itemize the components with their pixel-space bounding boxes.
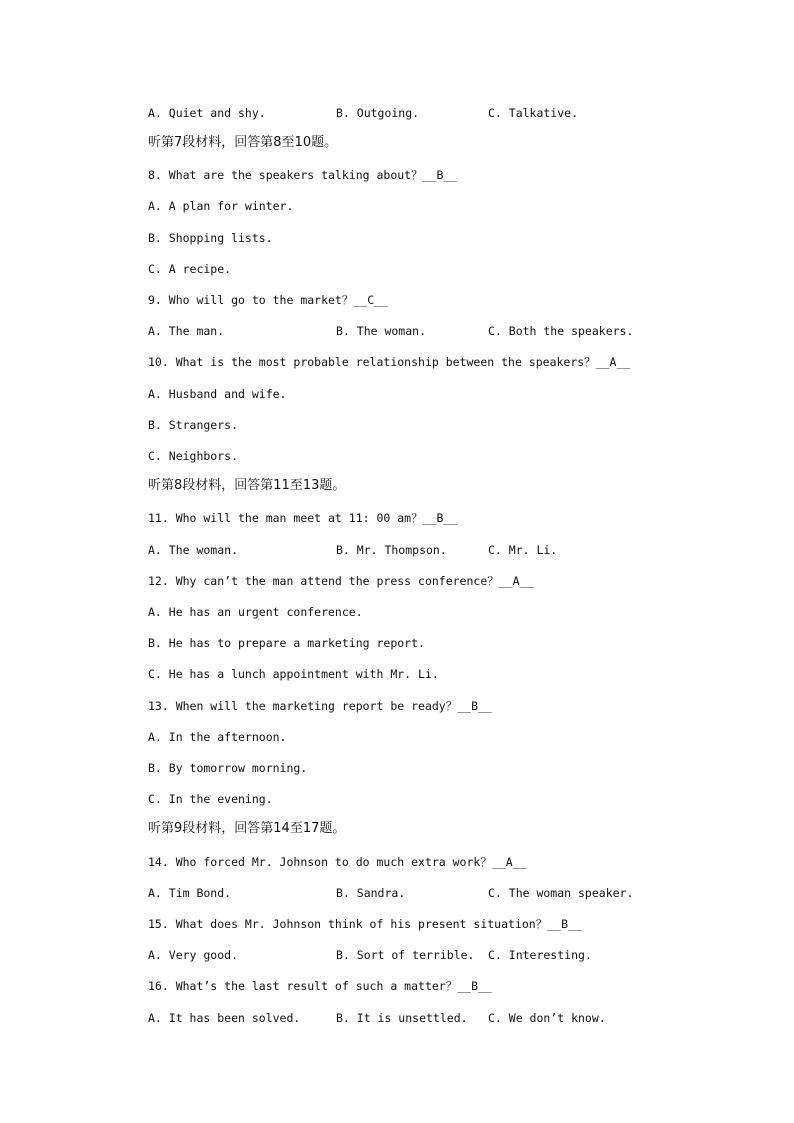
option-b: B. Sort of terrible. xyxy=(336,948,475,962)
option-c: C. Interesting. xyxy=(488,948,592,962)
option-a: A. Very good. xyxy=(148,948,239,962)
option-c: C. Neighbors. xyxy=(148,449,239,463)
option-c: C. He has a lunch appointment with Mr. Li. xyxy=(148,667,439,681)
answer: __A__ xyxy=(491,855,527,869)
question-14 xyxy=(148,854,526,870)
option-a: A. It has been solved. xyxy=(148,1011,301,1025)
option-b: B. Mr. Thompson. xyxy=(336,543,447,557)
answer: __B__ xyxy=(422,168,458,182)
option-c: C. We don’t know. xyxy=(488,1011,606,1025)
option-a: A. In the afternoon. xyxy=(148,730,287,744)
question-text: 15. What does Mr. Johnson think of his present situation？ xyxy=(148,917,548,931)
answer: __B__ xyxy=(547,917,582,931)
section-7-heading: 听第7段材料，回答第8至10题。 xyxy=(148,135,338,150)
question-text: 16. What’s the last result of such a matter？ xyxy=(148,979,458,993)
option-a: A. A plan for winter. xyxy=(148,199,294,213)
answer: __B__ xyxy=(457,979,492,993)
option-a: A. The woman. xyxy=(148,543,239,557)
question-13 xyxy=(148,698,492,714)
question-11 xyxy=(148,510,457,526)
option-c: C. The woman speaker. xyxy=(488,886,634,900)
question-text: 12. Why can’t the man attend the press conference？ xyxy=(148,574,499,588)
answer: __B__ xyxy=(422,511,458,525)
question-9 xyxy=(148,292,388,308)
option-c: C. Both the speakers. xyxy=(488,324,634,338)
question-text: 14. Who forced Mr. Johnson to do much extra work？ xyxy=(148,855,492,869)
question-text: 13. When will the marketing report be ready？ xyxy=(148,699,458,713)
answer: __B__ xyxy=(457,699,492,713)
option-a: A. Husband and wife. xyxy=(148,387,287,401)
option-c: C. Talkative. xyxy=(488,106,579,120)
section-8-heading: 听第8段材料，回答第11至13题。 xyxy=(148,478,346,493)
option-c: C. In the evening. xyxy=(148,792,273,806)
question-16 xyxy=(148,978,492,994)
question-16-options xyxy=(148,1010,606,1074)
question-text: 11. Who will the man meet at 11: 00 am？ xyxy=(148,511,423,525)
question-text: 9. Who will go to the market？ xyxy=(148,293,354,307)
answer: __A__ xyxy=(498,574,534,588)
option-a: A. He has an urgent conference. xyxy=(148,605,363,619)
question-15 xyxy=(148,916,582,932)
option-b: B. Sandra. xyxy=(336,886,406,900)
option-a: A. The man. xyxy=(148,324,225,338)
section-9-heading: 听第9段材料，回答第14至17题。 xyxy=(148,821,346,836)
question-text: 8. What are the speakers talking about？ xyxy=(148,168,423,182)
option-c: C. Mr. Li. xyxy=(488,543,558,557)
option-a: A. Quiet and shy. xyxy=(148,106,266,120)
option-b: B. By tomorrow morning. xyxy=(148,761,308,775)
question-8 xyxy=(148,167,457,183)
option-c: C. A recipe. xyxy=(148,262,232,276)
answer: __A__ xyxy=(595,355,631,369)
question-12 xyxy=(148,573,533,589)
option-b: B. He has to prepare a marketing report. xyxy=(148,636,425,650)
option-b: B. Strangers. xyxy=(148,418,239,432)
answer: __C__ xyxy=(353,293,388,307)
option-b: B. Outgoing. xyxy=(336,106,420,120)
option-b: B. It is unsettled. xyxy=(336,1011,468,1025)
option-b: B. The woman. xyxy=(336,324,427,338)
option-a: A. Tim Bond. xyxy=(148,886,232,900)
question-text: 10. What is the most probable relationship between the speakers？ xyxy=(148,355,596,369)
option-b: B. Shopping lists. xyxy=(148,231,273,245)
question-10 xyxy=(148,354,630,370)
